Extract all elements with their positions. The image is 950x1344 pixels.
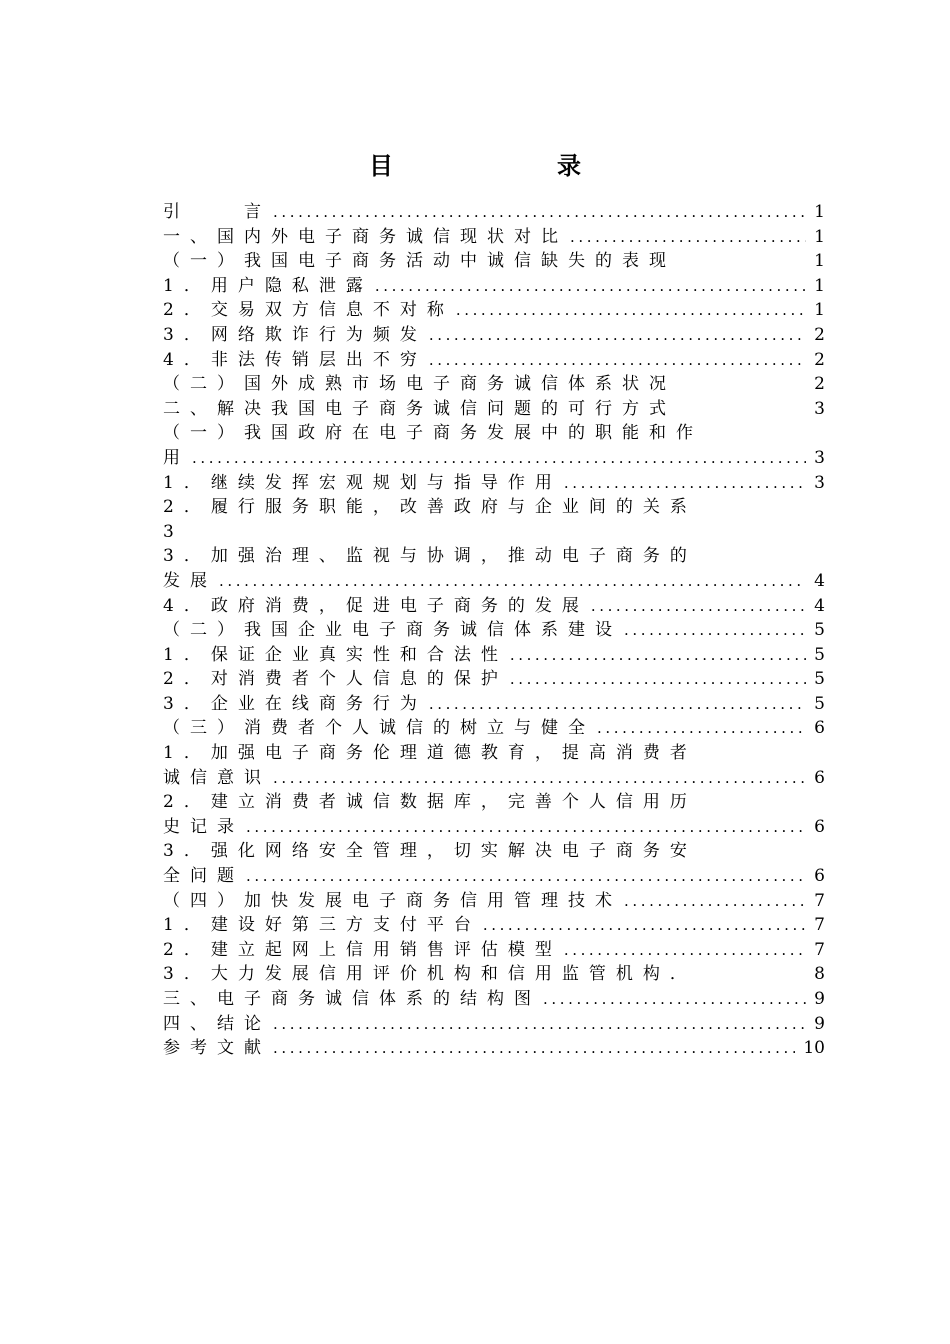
toc-entry[interactable] <box>163 815 825 840</box>
toc-entry-title: （三）消费者个人诚信的树立与健全 <box>163 718 595 739</box>
toc-entry-title: 3 <box>163 521 184 542</box>
toc-entry-title: （二）我国企业电子商务诚信体系建设 <box>163 620 622 641</box>
toc-leader-dots <box>456 298 806 323</box>
toc-entry-title: 2．履行服务职能，改善政府与企业间的关系 <box>163 497 697 518</box>
toc-entry[interactable] <box>163 323 825 348</box>
toc-entry[interactable] <box>163 741 825 766</box>
toc-entry[interactable] <box>163 667 825 692</box>
toc-entry-title: 参考文献 <box>163 1038 271 1059</box>
page-title: 目 录 <box>369 152 651 180</box>
toc-entry[interactable] <box>163 274 825 299</box>
toc-entry[interactable] <box>163 544 825 569</box>
toc-page-number: 6 <box>814 816 825 837</box>
toc-leader-dots <box>543 987 806 1012</box>
toc-entry[interactable] <box>163 520 825 545</box>
toc-entry[interactable] <box>163 200 825 225</box>
toc-entry-title: 三、电子商务诚信体系的结构图 <box>163 989 541 1009</box>
toc-entry-title: 四、结论 <box>163 1013 271 1034</box>
toc-page-number: 7 <box>814 890 825 911</box>
toc-leader-dots <box>510 643 806 668</box>
toc-page-number: 1 <box>814 275 825 296</box>
toc-entry-title: 3．大力发展信用评价机构和信用监管机构． <box>163 964 697 985</box>
toc-entry-title: 2．建立消费者诚信数据库，完善个人信用历 <box>163 792 697 813</box>
toc-leader-dots <box>429 348 806 373</box>
toc-entry-title: 史记录 <box>163 816 244 837</box>
toc-leader-dots <box>273 1036 795 1061</box>
toc-page-number: 1 <box>814 251 825 272</box>
toc-page-number: 3 <box>814 447 825 468</box>
toc-leader-dots <box>273 1012 806 1037</box>
toc-entry[interactable] <box>163 766 825 791</box>
toc-entry-title: 3．强化网络安全管理，切实解决电子商务安 <box>163 841 697 862</box>
toc-entry[interactable] <box>163 987 825 1012</box>
toc-leader-dots <box>429 323 806 348</box>
toc-entry-title: 用 <box>163 447 190 468</box>
toc-page-number: 10 <box>803 1038 825 1059</box>
toc-entry-title: 2．对消费者个人信息的保护 <box>163 669 508 690</box>
toc-page-number: 6 <box>814 866 825 887</box>
toc-entry[interactable] <box>163 471 825 496</box>
toc-entry[interactable] <box>163 618 825 643</box>
toc-page-number: 4 <box>814 595 825 616</box>
toc-entry-title: 1．建设好第三方支付平台 <box>163 915 481 936</box>
toc-leader-dots <box>192 446 806 471</box>
toc-entry-title: 3．企业在线商务行为 <box>163 693 427 714</box>
toc-entry[interactable] <box>163 594 825 619</box>
toc-leader-dots <box>564 471 806 496</box>
toc-entry[interactable] <box>163 372 825 397</box>
toc-entry-title: 一、国内外电子商务诚信现状对比 <box>163 226 568 247</box>
toc-entry[interactable] <box>163 348 825 373</box>
toc-entry-title: （一）我国电子商务活动中诚信缺失的表现 <box>163 251 676 272</box>
toc-page-number: 5 <box>814 620 825 641</box>
toc-entry[interactable] <box>163 864 825 889</box>
toc-entry[interactable] <box>163 421 825 446</box>
toc-page-number: 1 <box>814 202 825 222</box>
toc-entry[interactable] <box>163 298 825 323</box>
toc-entry[interactable] <box>163 249 825 274</box>
toc-leader-dots <box>624 889 806 914</box>
toc-entry-title: 发展 <box>163 570 217 591</box>
toc-entry[interactable] <box>163 1036 825 1061</box>
toc-page-number: 5 <box>814 669 825 690</box>
toc-entry-title: 3．加强治理、监视与协调，推动电子商务的 <box>163 546 697 567</box>
toc-page-number: 3 <box>814 472 825 493</box>
toc-leader-dots <box>591 594 806 619</box>
toc-leader-dots <box>597 716 806 741</box>
toc-entry-title: （二）国外成熟市场电子商务诚信体系状况 <box>163 374 676 395</box>
toc-page-number: 1 <box>814 226 825 247</box>
toc-entry[interactable] <box>163 913 825 938</box>
toc-page-number: 1 <box>814 300 825 321</box>
toc-leader-dots <box>570 225 806 250</box>
toc-entry-title: 2．建立起网上信用销售评估模型 <box>163 939 562 960</box>
toc-entry[interactable] <box>163 446 825 471</box>
toc-page-number: 4 <box>814 570 825 591</box>
toc-entry-title: 诚信意识 <box>163 767 271 788</box>
toc-entry-title: 二、解决我国电子商务诚信问题的可行方式 <box>163 398 676 419</box>
toc-page-number: 2 <box>814 374 825 395</box>
toc-page-number: 5 <box>814 693 825 714</box>
table-of-contents <box>163 200 825 1061</box>
toc-entry[interactable] <box>163 643 825 668</box>
toc-entry-title: 4．非法传销层出不穷 <box>163 349 427 370</box>
toc-page-number: 6 <box>814 767 825 788</box>
toc-page-number: 2 <box>814 324 825 345</box>
toc-entry[interactable] <box>163 495 825 520</box>
toc-leader-dots <box>219 569 806 594</box>
toc-page-number: 5 <box>814 644 825 665</box>
toc-entry[interactable] <box>163 938 825 963</box>
toc-entry[interactable] <box>163 716 825 741</box>
toc-entry-title: 1．保证企业真实性和合法性 <box>163 644 508 665</box>
toc-entry[interactable] <box>163 569 825 594</box>
toc-leader-dots <box>429 692 806 717</box>
toc-page-number: 7 <box>814 939 825 960</box>
toc-entry-title: 全问题 <box>163 866 244 887</box>
toc-page-number: 9 <box>814 989 825 1009</box>
toc-leader-dots <box>273 766 806 791</box>
toc-leader-dots <box>246 864 806 889</box>
toc-entry-title: 1．用户隐私泄露 <box>163 275 373 296</box>
toc-entry-title: 1．加强电子商务伦理道德教育，提高消费者 <box>163 743 697 764</box>
toc-entry-title: 引 言 <box>163 202 271 222</box>
toc-entry[interactable] <box>163 889 825 914</box>
toc-leader-dots <box>564 938 806 963</box>
toc-entry-title: 4．政府消费，促进电子商务的发展 <box>163 595 589 616</box>
toc-entry[interactable] <box>163 839 825 864</box>
toc-page-number: 6 <box>814 718 825 739</box>
toc-leader-dots <box>246 815 806 840</box>
toc-page-number: 7 <box>814 915 825 936</box>
toc-entry[interactable] <box>163 225 825 250</box>
toc-leader-dots <box>510 667 806 692</box>
toc-leader-dots <box>624 618 806 643</box>
toc-entry[interactable] <box>163 397 825 422</box>
toc-entry[interactable] <box>163 1012 825 1037</box>
toc-entry-title: （四）加快发展电子商务信用管理技术 <box>163 890 622 911</box>
toc-page-number: 3 <box>814 398 825 419</box>
toc-entry-title: 1．继续发挥宏观规划与指导作用 <box>163 472 562 493</box>
toc-page-number: 9 <box>814 1013 825 1034</box>
toc-leader-dots <box>273 200 806 225</box>
toc-entry-title: 3．网络欺诈行为频发 <box>163 324 427 345</box>
toc-page-number: 2 <box>814 349 825 370</box>
toc-page-number: 8 <box>814 964 825 985</box>
toc-entry-title: （一）我国政府在电子商务发展中的职能和作 <box>163 423 703 444</box>
toc-entry[interactable] <box>163 790 825 815</box>
toc-leader-dots <box>375 274 806 299</box>
toc-entry[interactable] <box>163 692 825 717</box>
toc-leader-dots <box>483 913 806 938</box>
toc-entry[interactable] <box>163 962 825 987</box>
toc-entry-title: 2．交易双方信息不对称 <box>163 300 454 321</box>
